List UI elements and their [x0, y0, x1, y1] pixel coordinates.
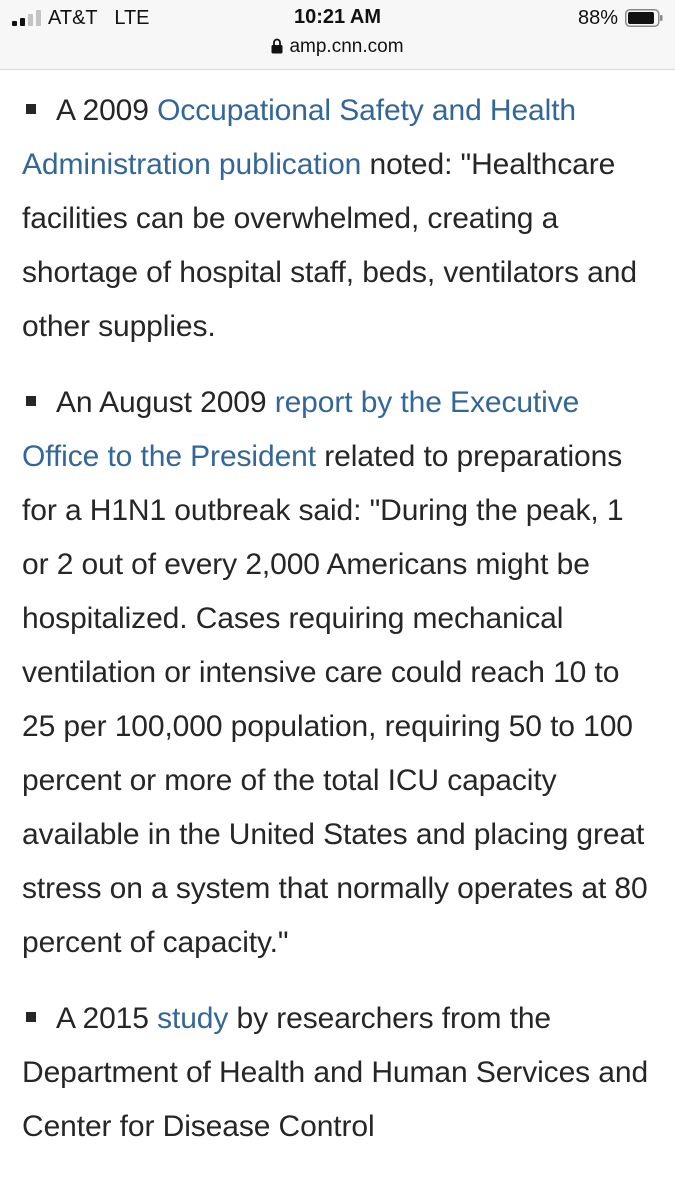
- item-text-after: noted: "Healthcare facilities can be overwhelmed, creating a shortage of hospital staff, beds, ventilators and other supplies.: [22, 148, 637, 343]
- battery-icon: [625, 9, 663, 27]
- square-bullet: [26, 1012, 36, 1022]
- battery-percent: 88%: [577, 7, 618, 29]
- study-link[interactable]: study: [157, 1002, 229, 1035]
- list-item: [22, 376, 652, 970]
- url-text: amp.cnn.com: [289, 36, 404, 57]
- article-body: [22, 84, 652, 1176]
- item-text-after: related to preparations for a H1N1 outbreak said: "During the peak, 1 or 2 out of every 2,000 Americans might be hospitalized. Cases requiring mechanical ventilation or intensive care could reach 10 to 25 per 100,000 population, requiring 50 to 100 percent or more of the total ICU capacity available in the United States and placing great stress on a system that normally operates at 80 percent of capacity.": [22, 440, 648, 959]
- executive-office-report-link[interactable]: report by the Executive Office to the President: [22, 386, 580, 473]
- square-bullet: [26, 396, 36, 406]
- status-bar: [0, 0, 675, 70]
- square-bullet: [26, 104, 36, 114]
- network-type: LTE: [114, 7, 150, 29]
- list-item: [22, 992, 652, 1154]
- osha-publication-link[interactable]: Occupational Safety and Health Administration publication: [22, 94, 577, 181]
- lock-icon: [271, 38, 283, 54]
- item-text-before: A 2015: [56, 1002, 158, 1035]
- address-bar[interactable]: [0, 36, 675, 58]
- carrier-label: AT&T LTE: [48, 7, 150, 29]
- list-item: [22, 84, 652, 354]
- item-text-before: A 2009: [56, 94, 158, 127]
- item-text-after: by researchers from the Department of Health and Human Services and Center for Disease Control: [22, 1002, 649, 1143]
- item-text-before: An August 2009: [56, 386, 275, 419]
- status-time: 10:21 AM: [293, 6, 382, 28]
